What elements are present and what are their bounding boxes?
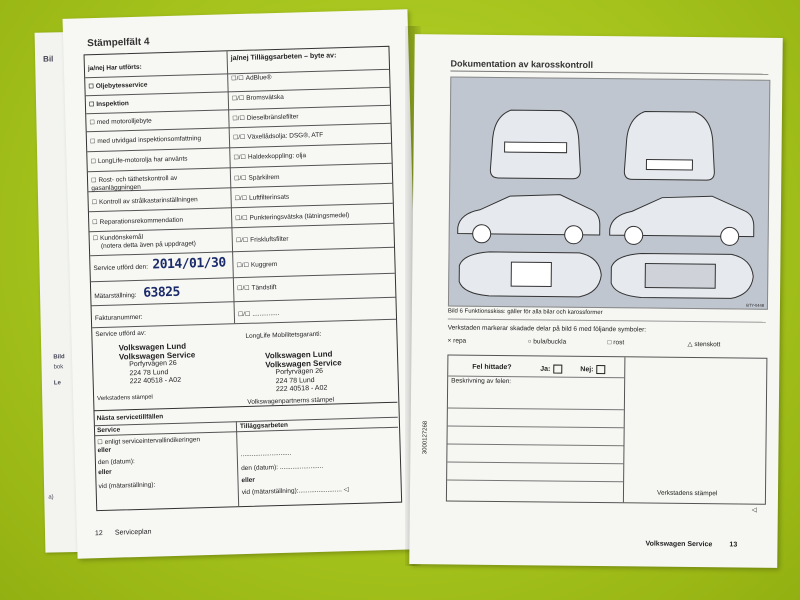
symbol-legend-scratch: [448, 337, 467, 344]
marking-instruction: Verkstaden markerar skadade delar på bild 6 med följande symboler:: [447, 324, 647, 334]
checkbox-icon: ☐/☐: [236, 262, 250, 270]
row-label: Rost- och täthetskontroll av gasanläggningen: [91, 174, 178, 193]
checkbox-icon: ☐/☐: [235, 237, 249, 245]
no-checkbox: [596, 365, 605, 374]
row-label: Oljebytesservice: [95, 81, 148, 91]
service-by-label: Service utförd av:: [95, 329, 147, 339]
col-extra-work: Tilläggsarbeten: [239, 421, 288, 431]
row-label: Kundönskemål: [99, 233, 144, 242]
dots: ........................: [298, 486, 342, 495]
partner-stamp: [265, 350, 343, 395]
extra-dots: ............................: [240, 449, 292, 459]
dent-icon: ○: [527, 338, 532, 346]
row-label: Mätarställning:: [94, 291, 137, 301]
checkbox-icon: ☐: [89, 139, 96, 146]
row-label: LongLife-motorolja har använts: [97, 155, 188, 165]
odo-label: vid (mätarställning):: [98, 481, 156, 491]
left-page: [63, 9, 423, 558]
checkbox-icon: ☐: [90, 178, 97, 185]
under-page-text: Le: [53, 380, 61, 387]
stamp-phone: 222 40518 - A02: [275, 384, 328, 394]
under-page-text: Bil: [43, 54, 54, 64]
row-label: Bromsvätska: [246, 93, 284, 102]
no-label: Nej:: [580, 366, 594, 374]
document-code: 3000127268: [422, 420, 429, 455]
stamp-field-title: Stämpelfält 4: [87, 36, 150, 50]
stamp-phone: 222 40518 - A02: [129, 376, 182, 386]
under-page-text: Bild: [53, 354, 65, 361]
row-label: Service utförd den:: [93, 263, 149, 273]
header-extra-work: ja/nej Tilläggsarbeten – byte av:: [230, 52, 337, 63]
stamp-name: Volkswagen Service: [265, 357, 342, 369]
no-option: [580, 365, 605, 374]
checkbox-icon: ☐/☐: [235, 215, 248, 223]
dots: ........................: [279, 462, 324, 472]
checkbox-icon: ☐: [89, 120, 95, 127]
workshop-stamp-label: Verkstadens stämpel: [97, 394, 153, 403]
arrow-icon: ◁: [343, 486, 349, 494]
row-label: Reparationsrekommendation: [99, 216, 184, 226]
page-title: Dokumentation av karosskontroll: [450, 58, 594, 70]
stamp-name: Volkswagen Lund: [264, 349, 333, 361]
date-label: den (datum):: [241, 464, 279, 473]
sketch-code: BTY-0448: [746, 302, 764, 308]
row-label: AdBlue®: [245, 74, 272, 82]
under-page-text: a): [48, 494, 54, 501]
checkbox-icon: ☐/☐: [231, 75, 244, 83]
row-label: Spärkilrem: [248, 173, 280, 182]
header-done: ja/nej Har utförts:: [87, 63, 142, 73]
checkbox-icon: ☐: [91, 200, 98, 207]
col-service: Service: [96, 426, 121, 435]
row-label: Kuggrem: [250, 261, 278, 269]
row-label: Dieselbränslefilter: [246, 113, 299, 122]
page-label: Serviceplan: [114, 528, 152, 537]
symbol-label: rost: [613, 339, 625, 347]
stamp-name: Volkswagen Lund: [118, 341, 187, 353]
right-page: [409, 34, 783, 568]
car-outline-icon: [449, 77, 769, 308]
workshop-stamp: [119, 342, 197, 387]
checkbox-icon: ☐/☐: [232, 115, 245, 123]
fault-found-label: Fel hittade?: [472, 363, 512, 372]
stamp-name: Volkswagen Service: [118, 349, 196, 361]
checkbox-icon: ☐/☐: [232, 134, 246, 142]
checkbox-icon: ☐: [92, 220, 98, 227]
symbol-label: bula/buckla: [533, 338, 567, 346]
checkbox-icon: ☐: [88, 102, 95, 109]
partner-stamp-label: Volkswagenpartnerns stämpel: [247, 396, 335, 406]
description-label: Beskrivning av felen:: [451, 377, 512, 386]
checkbox-icon: ☐/☐: [234, 195, 248, 203]
symbol-label: repa: [453, 337, 467, 345]
row-label: Haldexkoppling: olja: [247, 152, 307, 161]
checkbox-icon: ☐: [88, 84, 94, 91]
workshop-stamp-label: Verkstadens stämpel: [656, 489, 718, 498]
scratch-icon: ×: [447, 337, 452, 345]
stamp-city: 224 78 Lund: [275, 376, 315, 385]
row-label: Inspektion: [96, 100, 129, 109]
checkbox-icon: ☐/☐: [233, 154, 247, 162]
row-label: Friskluftsfilter: [250, 235, 289, 244]
interval-text: enligt serviceintervallindikeringen: [104, 436, 201, 446]
symbol-legend-stonechip: [688, 340, 721, 348]
under-page-text: bok: [53, 364, 64, 371]
rust-icon: □: [607, 339, 612, 347]
sketch-caption: Bild 6 Funktionsskiss: gäller för alla bilar och karossformer: [447, 308, 603, 317]
handwritten-mileage: 63825: [143, 284, 181, 301]
stamp-city: 224 78 Lund: [129, 368, 169, 377]
row-label: Fakturanummer:: [94, 313, 143, 323]
stamp-street: Porfyrvägen 26: [275, 367, 324, 377]
checkbox-icon: ☐: [90, 159, 97, 166]
row-label: Tändstift: [251, 284, 277, 292]
odo-label: vid (mätarställning):: [241, 487, 299, 497]
yes-option: [540, 364, 562, 373]
checkbox-icon: ☐/☐: [237, 311, 251, 319]
checkbox-icon: ☐/☐: [231, 95, 245, 103]
arrow-icon: ◁: [751, 506, 757, 514]
footer-brand: Volkswagen Service: [645, 540, 713, 549]
row-label: ...............: [252, 309, 280, 318]
date-label: den (datum):: [97, 458, 135, 467]
next-service-table: [93, 402, 400, 510]
row-label: Växellådsolja: DSG®, ATF: [247, 131, 324, 141]
yes-label: Ja:: [540, 365, 551, 373]
stonechip-icon: △: [687, 340, 693, 349]
row-label: med motorolljebyte: [96, 117, 152, 127]
checkbox-icon: ☐: [97, 439, 103, 447]
symbol-label: stenskott: [694, 341, 721, 349]
page-number: 13: [729, 541, 738, 549]
car-sketch-diagram: [448, 76, 770, 309]
or-text: eller: [98, 468, 112, 477]
row-label: med utvidgad inspektionsomfattning: [97, 135, 202, 145]
handwritten-date: 2014/01/30: [152, 255, 226, 273]
fault-table: [446, 354, 768, 504]
page-number: 12: [94, 530, 103, 538]
symbol-legend-dent: [528, 338, 567, 345]
checkbox-icon: ☐/☐: [233, 175, 247, 183]
row-label: Luftfilterinsats: [248, 193, 290, 202]
or-text: eller: [241, 476, 255, 485]
checkbox-icon: ☐/☐: [237, 285, 250, 293]
next-service-title: Nästa servicetillfällen: [96, 413, 164, 423]
stamp-street: Porfyrvägen 26: [129, 359, 177, 369]
row-label: Kontroll av strålkastarinställningen: [98, 196, 198, 206]
checkbox-icon: ☐: [92, 236, 99, 243]
yes-checkbox: [553, 365, 562, 374]
row-label: Punkteringsvätska (tätningsmedel): [249, 211, 350, 222]
longlife-label: LongLife Mobilitetsgaranti:: [245, 330, 322, 340]
or-text: eller: [97, 446, 112, 455]
row-note: (notera detta även på uppdraget): [100, 240, 197, 250]
symbol-legend-rust: [608, 339, 625, 346]
